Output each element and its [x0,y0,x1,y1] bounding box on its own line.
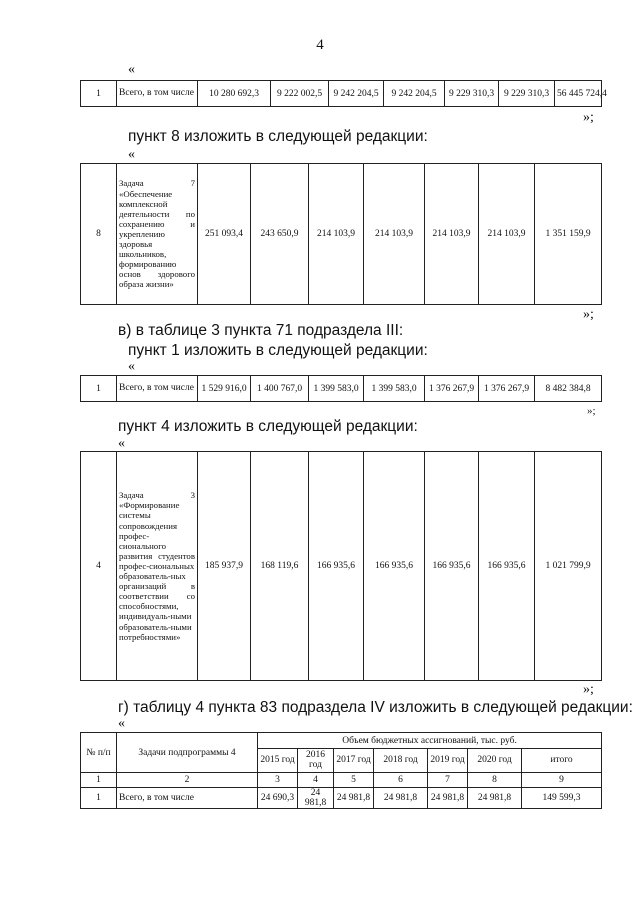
amount-2020-cell: 1 376 267,9 [479,376,535,402]
amount-2017-cell: 166 935,6 [309,452,364,681]
amount-2016-cell: 24 981,8 [298,788,334,809]
amendment-table-3 [80,375,602,402]
paragraph-punkt-8: пункт 8 изложить в следующей редакции: [128,128,428,145]
table-row [81,81,602,107]
amount-2019-cell: 9 229 310,3 [445,81,499,107]
header-year: 2019 год [428,749,468,773]
amount-2020-cell: 9 229 310,3 [499,81,555,107]
close-quote: »; [583,110,594,125]
amount-2020-cell: 166 935,6 [479,452,535,681]
open-quote: « [128,359,135,374]
open-quote: « [128,147,135,162]
amendment-table-5 [80,732,602,809]
row-number-cell: 4 [81,452,117,681]
header-year: 2018 год [374,749,428,773]
amount-2019-cell: 214 103,9 [425,164,479,305]
amount-2018-cell: 1 399 583,0 [364,376,425,402]
amount-2018-cell: 9 242 204,5 [384,81,445,107]
amount-total-cell: 149 599,3 [522,788,602,809]
header-year: 2020 год [468,749,522,773]
row-number-cell: 1 [81,788,117,809]
table-row [81,452,602,681]
amount-total-cell: 8 482 384,8 [535,376,602,402]
close-quote: »; [583,307,594,322]
page-number: 4 [316,37,324,53]
paragraph-punkt-1: пункт 1 изложить в следующей редакции: [128,342,428,359]
column-number-cell: 9 [522,773,602,788]
amount-2016-cell: 1 400 767,0 [251,376,309,402]
column-number-cell: 4 [298,773,334,788]
column-number-cell: 5 [334,773,374,788]
amount-total-cell: 56 445 724,4 [555,81,602,107]
row-number-cell: 1 [81,376,117,402]
open-quote: « [118,716,125,731]
amount-2018-cell: 214 103,9 [364,164,425,305]
amount-2019-cell: 1 376 267,9 [425,376,479,402]
row-number-cell: 8 [81,164,117,305]
column-number-cell: 2 [117,773,258,788]
amendment-table-2 [80,163,602,305]
task-cell: Задача 3 «Формирование системы сопровождения профес-сионального развития студентов профес-сиональных образователь-ных организаций в соответствии со способностями, индивидуаль-ными образователь-ными потребностями» [117,452,198,681]
paragraph-table-4: г) таблицу 4 пункта 83 подраздела IV изложить в следующей редакции: [118,699,633,716]
row-number-cell: 1 [81,81,117,107]
table-row [81,164,602,305]
column-number-cell: 8 [468,773,522,788]
column-number-row [81,773,602,788]
column-number-cell: 6 [374,773,428,788]
column-number-cell: 7 [428,773,468,788]
amount-2019-cell: 24 981,8 [428,788,468,809]
amount-2020-cell: 214 103,9 [479,164,535,305]
amount-2015-cell: 24 690,3 [258,788,298,809]
table-row [81,376,602,402]
amount-total-cell: 1 351 159,9 [535,164,602,305]
amount-2016-cell: 9 222 002,5 [271,81,329,107]
header-number: № п/п [81,733,117,773]
amount-2017-cell: 1 399 583,0 [309,376,364,402]
amount-2017-cell: 214 103,9 [309,164,364,305]
task-cell: Всего, в том числе [117,788,258,809]
header-total: итого [522,749,602,773]
amount-2018-cell: 166 935,6 [364,452,425,681]
column-number-cell: 3 [258,773,298,788]
header-year: 2015 год [258,749,298,773]
amount-2017-cell: 24 981,8 [334,788,374,809]
amount-2020-cell: 24 981,8 [468,788,522,809]
open-quote: « [128,62,135,77]
amount-2018-cell: 24 981,8 [374,788,428,809]
task-cell: Задача 7 «Обеспечение комплексной деятельности по сохранению и укреплению здоровья школьников, формированию основ здорового образа жизни» [117,164,198,305]
amount-2015-cell: 251 093,4 [198,164,251,305]
header-budget-volume: Объем бюджетных ассигнований, тыс. руб. [258,733,602,749]
header-year: 2017 год [334,749,374,773]
amount-2015-cell: 185 937,9 [198,452,251,681]
paragraph-punkt-4: пункт 4 изложить в следующей редакции: [118,418,418,435]
amendment-table-4 [80,451,602,681]
amount-2017-cell: 9 242 204,5 [329,81,384,107]
open-quote: « [118,436,125,451]
close-quote: »; [583,682,594,697]
amount-2015-cell: 1 529 916,0 [198,376,251,402]
close-quote: »; [587,405,596,417]
column-number-cell: 1 [81,773,117,788]
header-year: 2016 год [298,749,334,773]
table-row [81,788,602,809]
amount-2019-cell: 166 935,6 [425,452,479,681]
amendment-table-1 [80,80,607,107]
task-cell: Всего, в том числе [117,81,198,107]
paragraph-table-3: в) в таблице 3 пункта 71 подраздела III: [118,322,404,339]
header-task: Задачи подпрограммы 4 [117,733,258,773]
amount-2016-cell: 168 119,6 [251,452,309,681]
amount-2015-cell: 10 280 692,3 [198,81,271,107]
task-cell: Всего, в том числе [117,376,198,402]
amount-total-cell: 1 021 799,9 [535,452,602,681]
amount-2016-cell: 243 650,9 [251,164,309,305]
